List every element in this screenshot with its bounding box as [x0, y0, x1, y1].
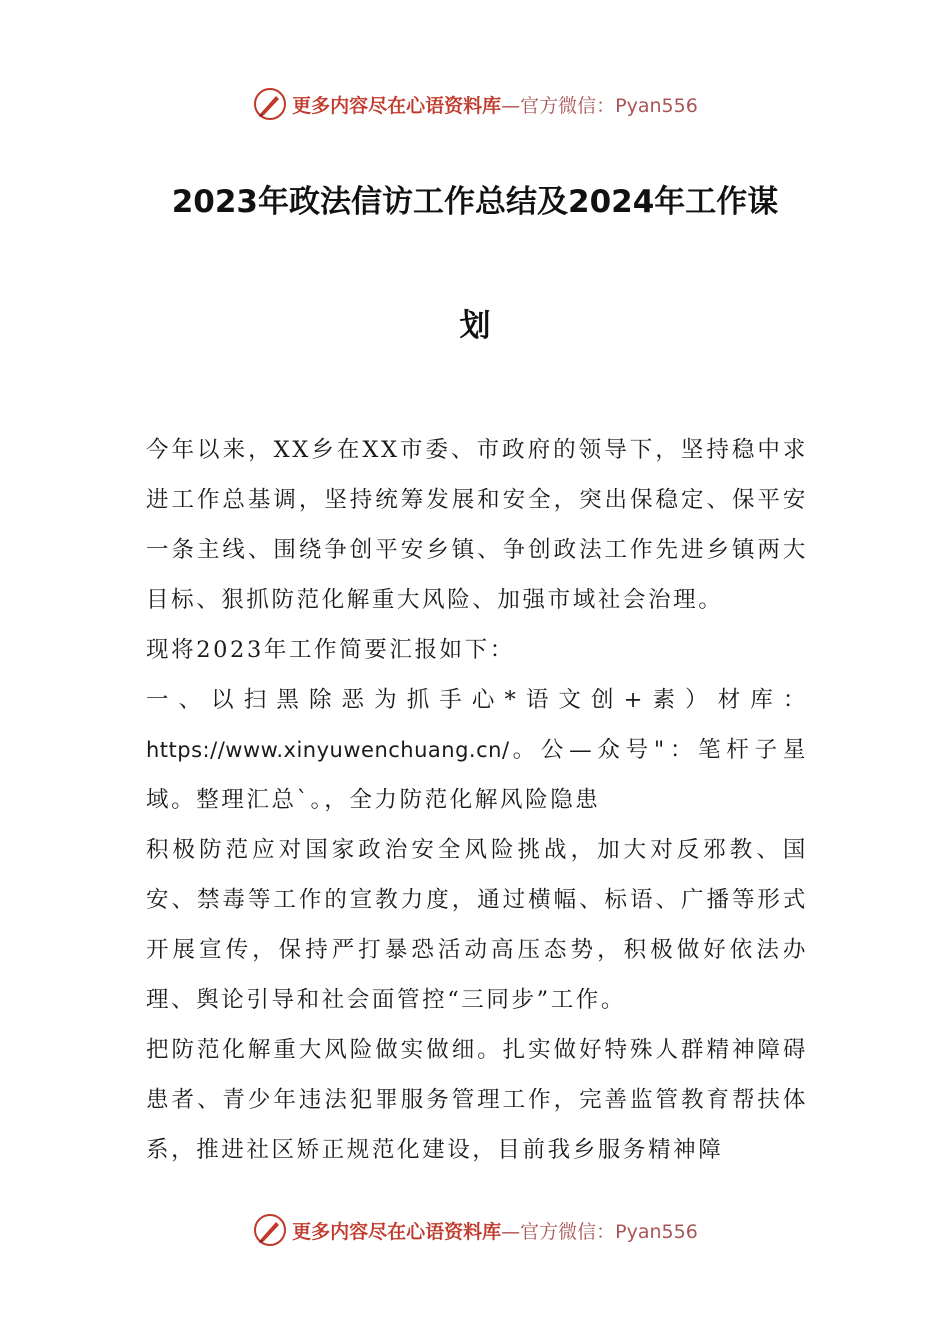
- url-link[interactable]: https://www.xinyuwenchuang.cn/: [146, 738, 510, 762]
- page-title-line-2: 划: [459, 308, 491, 344]
- watermark-text: 更多内容尽在心语资料库—官方微信：Pyan556: [292, 1220, 698, 1243]
- paragraph-risk-prevention: 把防范化解重大风险做实做细。扎实做好特殊人群精神障碍患者、青少年违法犯罪服务管理工作，完善监管教育帮扶体系，推进社区矫正规范化建设，目前我乡服务精神障: [146, 1037, 808, 1163]
- watermark-footer: [0, 1210, 950, 1250]
- pen-logo-icon: [252, 1212, 288, 1248]
- page-title-line-1: 2023年政法信访工作总结及2024年工作谋: [171, 184, 779, 220]
- document-body: [146, 425, 808, 1175]
- watermark-header: [0, 84, 950, 124]
- section-heading-1: 一、以扫黑除恶为抓手心*语文创+素）材库：https://www.xinyuwenchuang.cn/。公—众号"：笔杆子星域。整理汇总`。，全力防范化解风险隐患: [146, 687, 808, 813]
- paragraph-intro: 今年以来，XX乡在XX市委、市政府的领导下，坚持稳中求进工作总基调，坚持统筹发展和安全，突出保稳定、保平安一条主线、围绕争创平安乡镇、争创政法工作先进乡镇两大目标、狠抓防范化解重大风险、加强市域社会治理。: [146, 437, 808, 613]
- paragraph-report-lead: 现将2023年工作简要汇报如下：: [146, 637, 515, 663]
- pen-logo-icon: [252, 86, 288, 122]
- watermark-text: 更多内容尽在心语资料库—官方微信：Pyan556: [292, 94, 698, 117]
- paragraph-political-security: 积极防范应对国家政治安全风险挑战，加大对反邪教、国安、禁毒等工作的宣教力度，通过横幅、标语、广播等形式开展宣传，保持严打暴恐活动高压态势，积极做好依法办理、舆论引导和社会面管控“三同步”工作。: [146, 837, 808, 1013]
